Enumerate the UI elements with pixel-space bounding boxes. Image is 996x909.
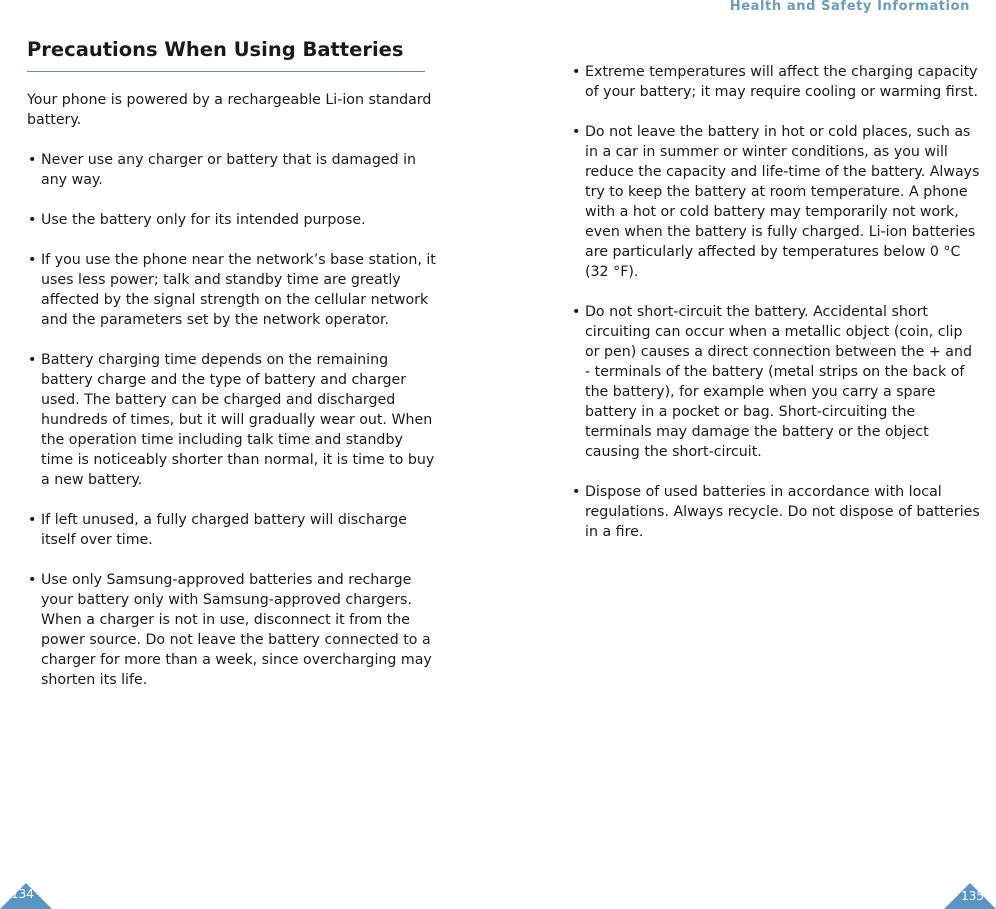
right-column [571,62,981,562]
bullet-item: • If left unused, a fully charged battery will discharge itself over time. [27,510,437,550]
bullet-item: • Battery charging time depends on the remaining battery charge and the type of battery and charger used. The battery can be charged and discharged hundreds of times, but it will gradually wear out. When the operation time including talk time and standby time is noticeably shorter than normal, it is time to buy a new battery. [27,350,437,490]
intro-paragraph: Your phone is powered by a rechargeable Li-ion standard battery. [27,92,432,128]
title-divider [27,71,425,72]
page-number-right: 135 [961,889,984,903]
bullet-item: • Extreme temperatures will affect the charging capacity of your battery; it may require cooling or warming first. [571,62,981,102]
bullet-item: • Use only Samsung-approved batteries and recharge your battery only with Samsung-approved chargers. When a charger is not in use, disconnect it from the power source. Do not leave the battery connected to a charger for more than a week, since overcharging may shorten its life. [27,570,437,690]
right-bullet-list [571,62,981,542]
page-title: Precautions When Using Batteries [27,38,404,61]
bullet-item: • Do not short-circuit the battery. Accidental short circuiting can occur when a metallic object (coin, clip or pen) causes a direct connection between the + and - terminals of the battery (metal strips on the back of the battery), for example when you carry a spare battery in a pocket or bag. Short-circuiting the terminals may damage the battery or the object causing the short-circuit. [571,302,981,462]
page-number-left: 134 [11,887,34,901]
bullet-item: • Dispose of used batteries in accordance with local regulations. Always recycle. Do not dispose of batteries in a fire. [571,482,981,542]
bullet-item: • Do not leave the battery in hot or cold places, such as in a car in summer or winter conditions, as you will reduce the capacity and life-time of the battery. Always try to keep the battery at room temperature. A phone with a hot or cold battery may temporarily not work, even when the battery is fully charged. Li-ion batteries are particularly affected by temperatures below 0 °C (32 °F). [571,122,981,282]
left-column [27,90,437,710]
bullet-item: • Use the battery only for its intended purpose. [27,210,437,230]
section-header: Health and Safety Information [729,0,970,14]
left-bullet-list [27,150,437,690]
bullet-item: • If you use the phone near the network’s base station, it uses less power; talk and standby time are greatly affected by the signal strength on the cellular network and the parameters set by the network operator. [27,250,437,330]
bullet-item: • Never use any charger or battery that is damaged in any way. [27,150,437,190]
